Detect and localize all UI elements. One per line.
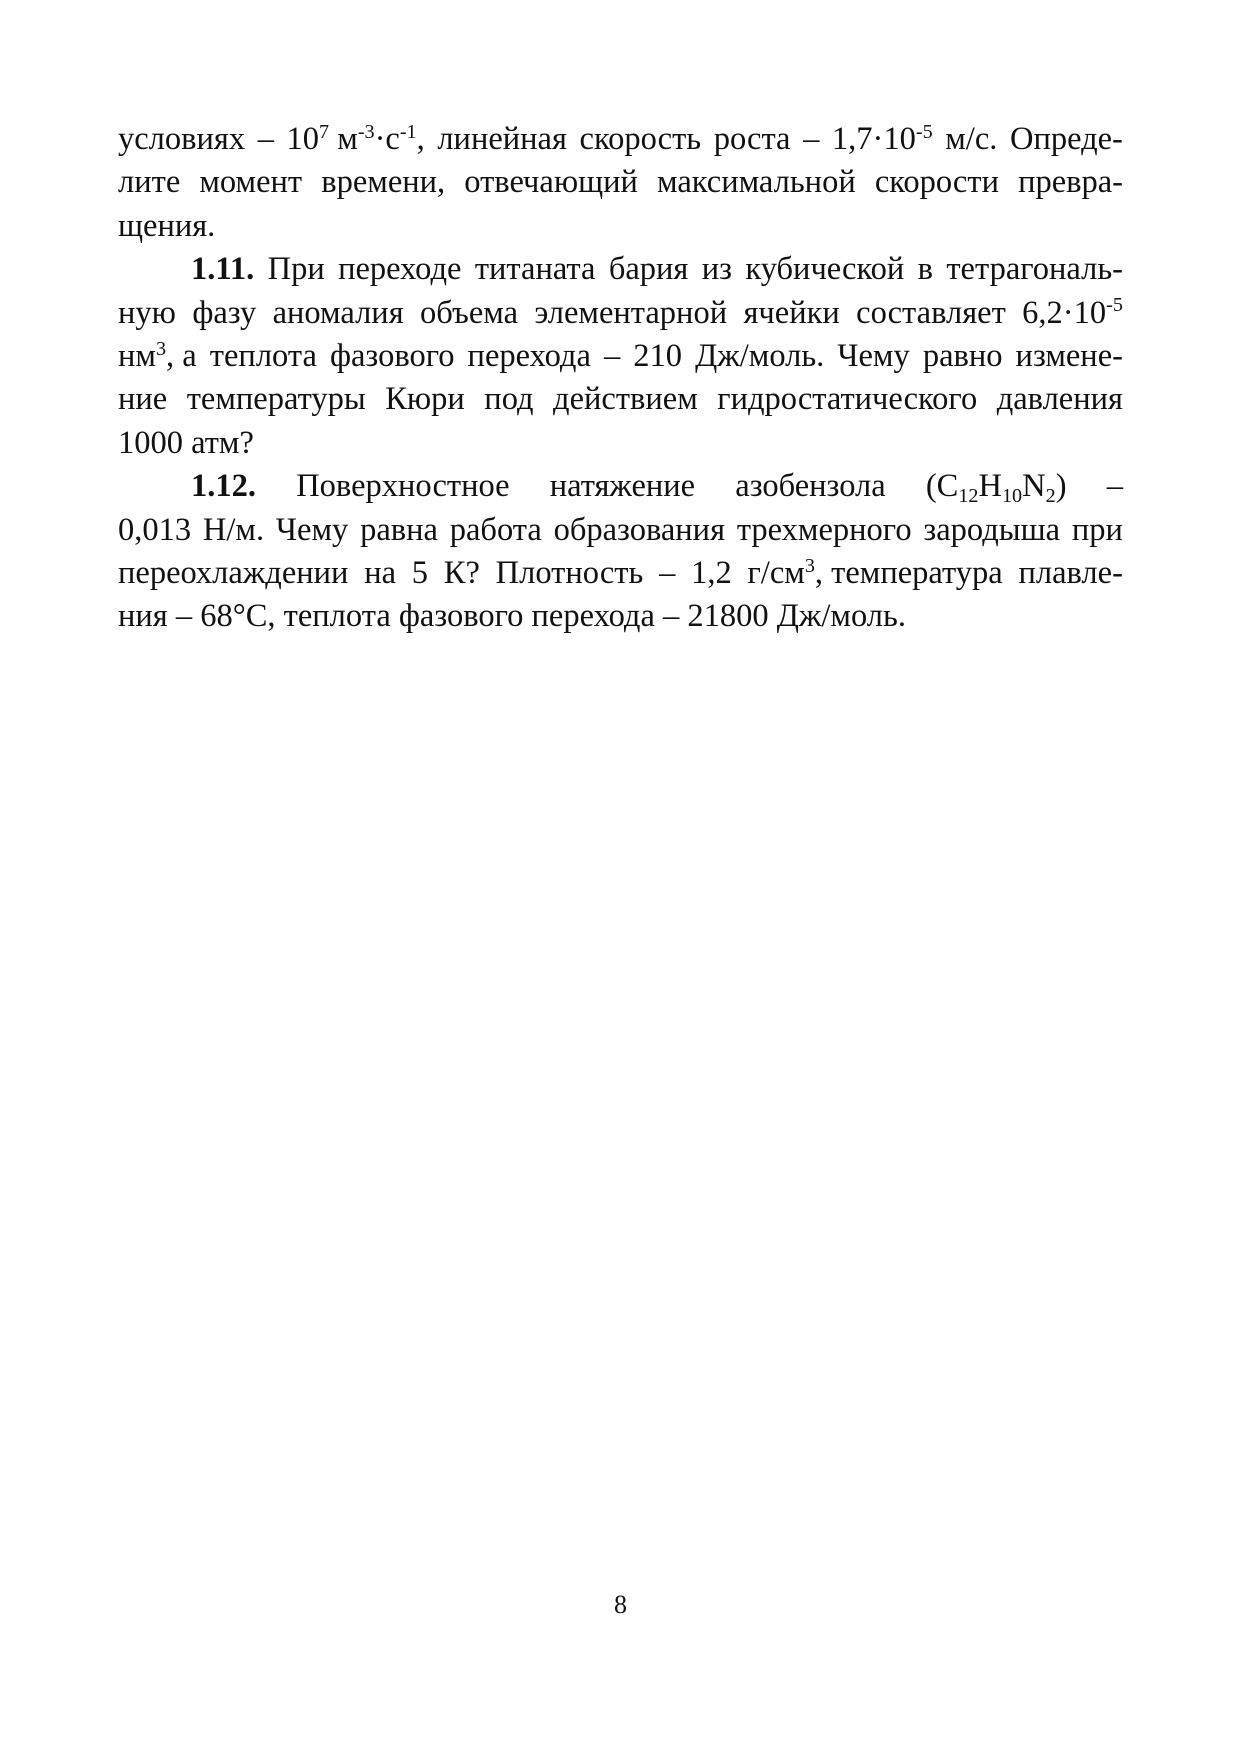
word: аномалия (272, 294, 404, 331)
word: линейная (437, 121, 567, 157)
word: образования (553, 511, 726, 548)
word: – (1106, 468, 1123, 505)
word: Плотность (495, 554, 644, 591)
word: Поверхностное (296, 468, 510, 505)
word: м/с. (945, 121, 998, 157)
word: равна (360, 511, 438, 548)
word: ячейки (743, 294, 840, 331)
word: фазу (192, 294, 257, 331)
word: натяжение (549, 468, 696, 505)
page-number: 8 (614, 1590, 627, 1619)
text-line (118, 552, 1123, 595)
word: температуры (186, 381, 366, 418)
text-line (118, 292, 1123, 335)
word: объема (420, 294, 519, 331)
text-line (118, 422, 1123, 465)
word: действием (553, 381, 698, 418)
body-text (118, 118, 1123, 639)
word: Кюри (385, 381, 465, 418)
word: элементарной (534, 294, 728, 331)
word: лите (118, 164, 181, 201)
problem-1-12-first-line (118, 465, 1123, 508)
word: Чему (837, 337, 910, 374)
text-line (118, 335, 1123, 378)
word: трехмерного (736, 511, 912, 548)
word: скорости (874, 164, 999, 201)
text-line (118, 161, 1123, 204)
word: титаната (474, 251, 596, 288)
text-line (118, 205, 1123, 248)
word: гидростатического (717, 381, 978, 418)
text-line (118, 378, 1123, 421)
word: равно (922, 337, 1003, 374)
word: теплота (209, 337, 317, 374)
problem-number: 1.12. (191, 468, 256, 505)
word: щения. (118, 207, 216, 244)
word: 5 (411, 554, 429, 591)
word: – (257, 121, 274, 157)
word: максимальной (657, 164, 856, 201)
word: в (917, 251, 933, 288)
word: ния – 68°С, теплота фазового перехода – 21800 Дж/моль. (118, 598, 906, 635)
formula: $10^7$ $м^{-3}\cdot с^{-1}$, (286, 120, 425, 157)
chemical-formula: $(C_{12}H_{10}N_2)$ (925, 468, 1067, 507)
word: – (603, 337, 621, 374)
word: из (701, 251, 732, 288)
word: измене- (1015, 337, 1123, 374)
word: момент (199, 164, 303, 201)
word: азобензола (735, 468, 886, 505)
word: переходе (338, 251, 462, 288)
problem-1-11-first-line (118, 248, 1123, 291)
word: роста (713, 121, 791, 157)
word: превра- (1018, 164, 1123, 201)
word: фазового (329, 337, 455, 374)
word: Опреде- (1009, 121, 1123, 157)
word: переохлаждении (118, 554, 349, 591)
formula: $6,2\cdot 10^{-5}$ (1022, 294, 1123, 331)
word: К? (443, 554, 480, 591)
word: При (267, 251, 325, 288)
word: ную (118, 294, 176, 331)
word: 0,013 (118, 511, 192, 548)
word: при (1071, 511, 1123, 548)
word: Дж/моль. (695, 337, 825, 374)
word: Н/м. (202, 511, 265, 548)
word: условиях (118, 121, 246, 157)
word: плавле- (1018, 554, 1123, 591)
word: времени, (321, 164, 446, 201)
word: Чему (275, 511, 349, 548)
word: бария (608, 251, 689, 288)
word: ние (118, 381, 168, 418)
word: составляет (856, 294, 1006, 331)
word: перехода (467, 337, 591, 374)
word: зародыша (923, 511, 1061, 548)
word: 1,2 (691, 554, 732, 591)
word: отвечающий (464, 164, 638, 201)
word: давления (996, 381, 1123, 418)
text-line (118, 595, 1123, 638)
word: тетрагональ- (946, 251, 1123, 288)
word: работа (449, 511, 542, 548)
word: – (803, 121, 820, 157)
formula: $1,7\cdot 10^{-5}$ (831, 120, 933, 157)
text-line (118, 118, 1123, 161)
text-line (118, 509, 1123, 552)
word: 210 (633, 337, 683, 374)
formula: $г/см^3$, температура (747, 554, 1003, 591)
word: скорость (579, 121, 702, 157)
formula: $нм^3$, а (118, 337, 197, 374)
word: – (659, 554, 676, 591)
word: 1000 атм? (118, 424, 254, 461)
word: под (484, 381, 534, 418)
word: кубической (745, 251, 905, 288)
word: на (364, 554, 397, 591)
problem-number: 1.11. (191, 251, 255, 288)
